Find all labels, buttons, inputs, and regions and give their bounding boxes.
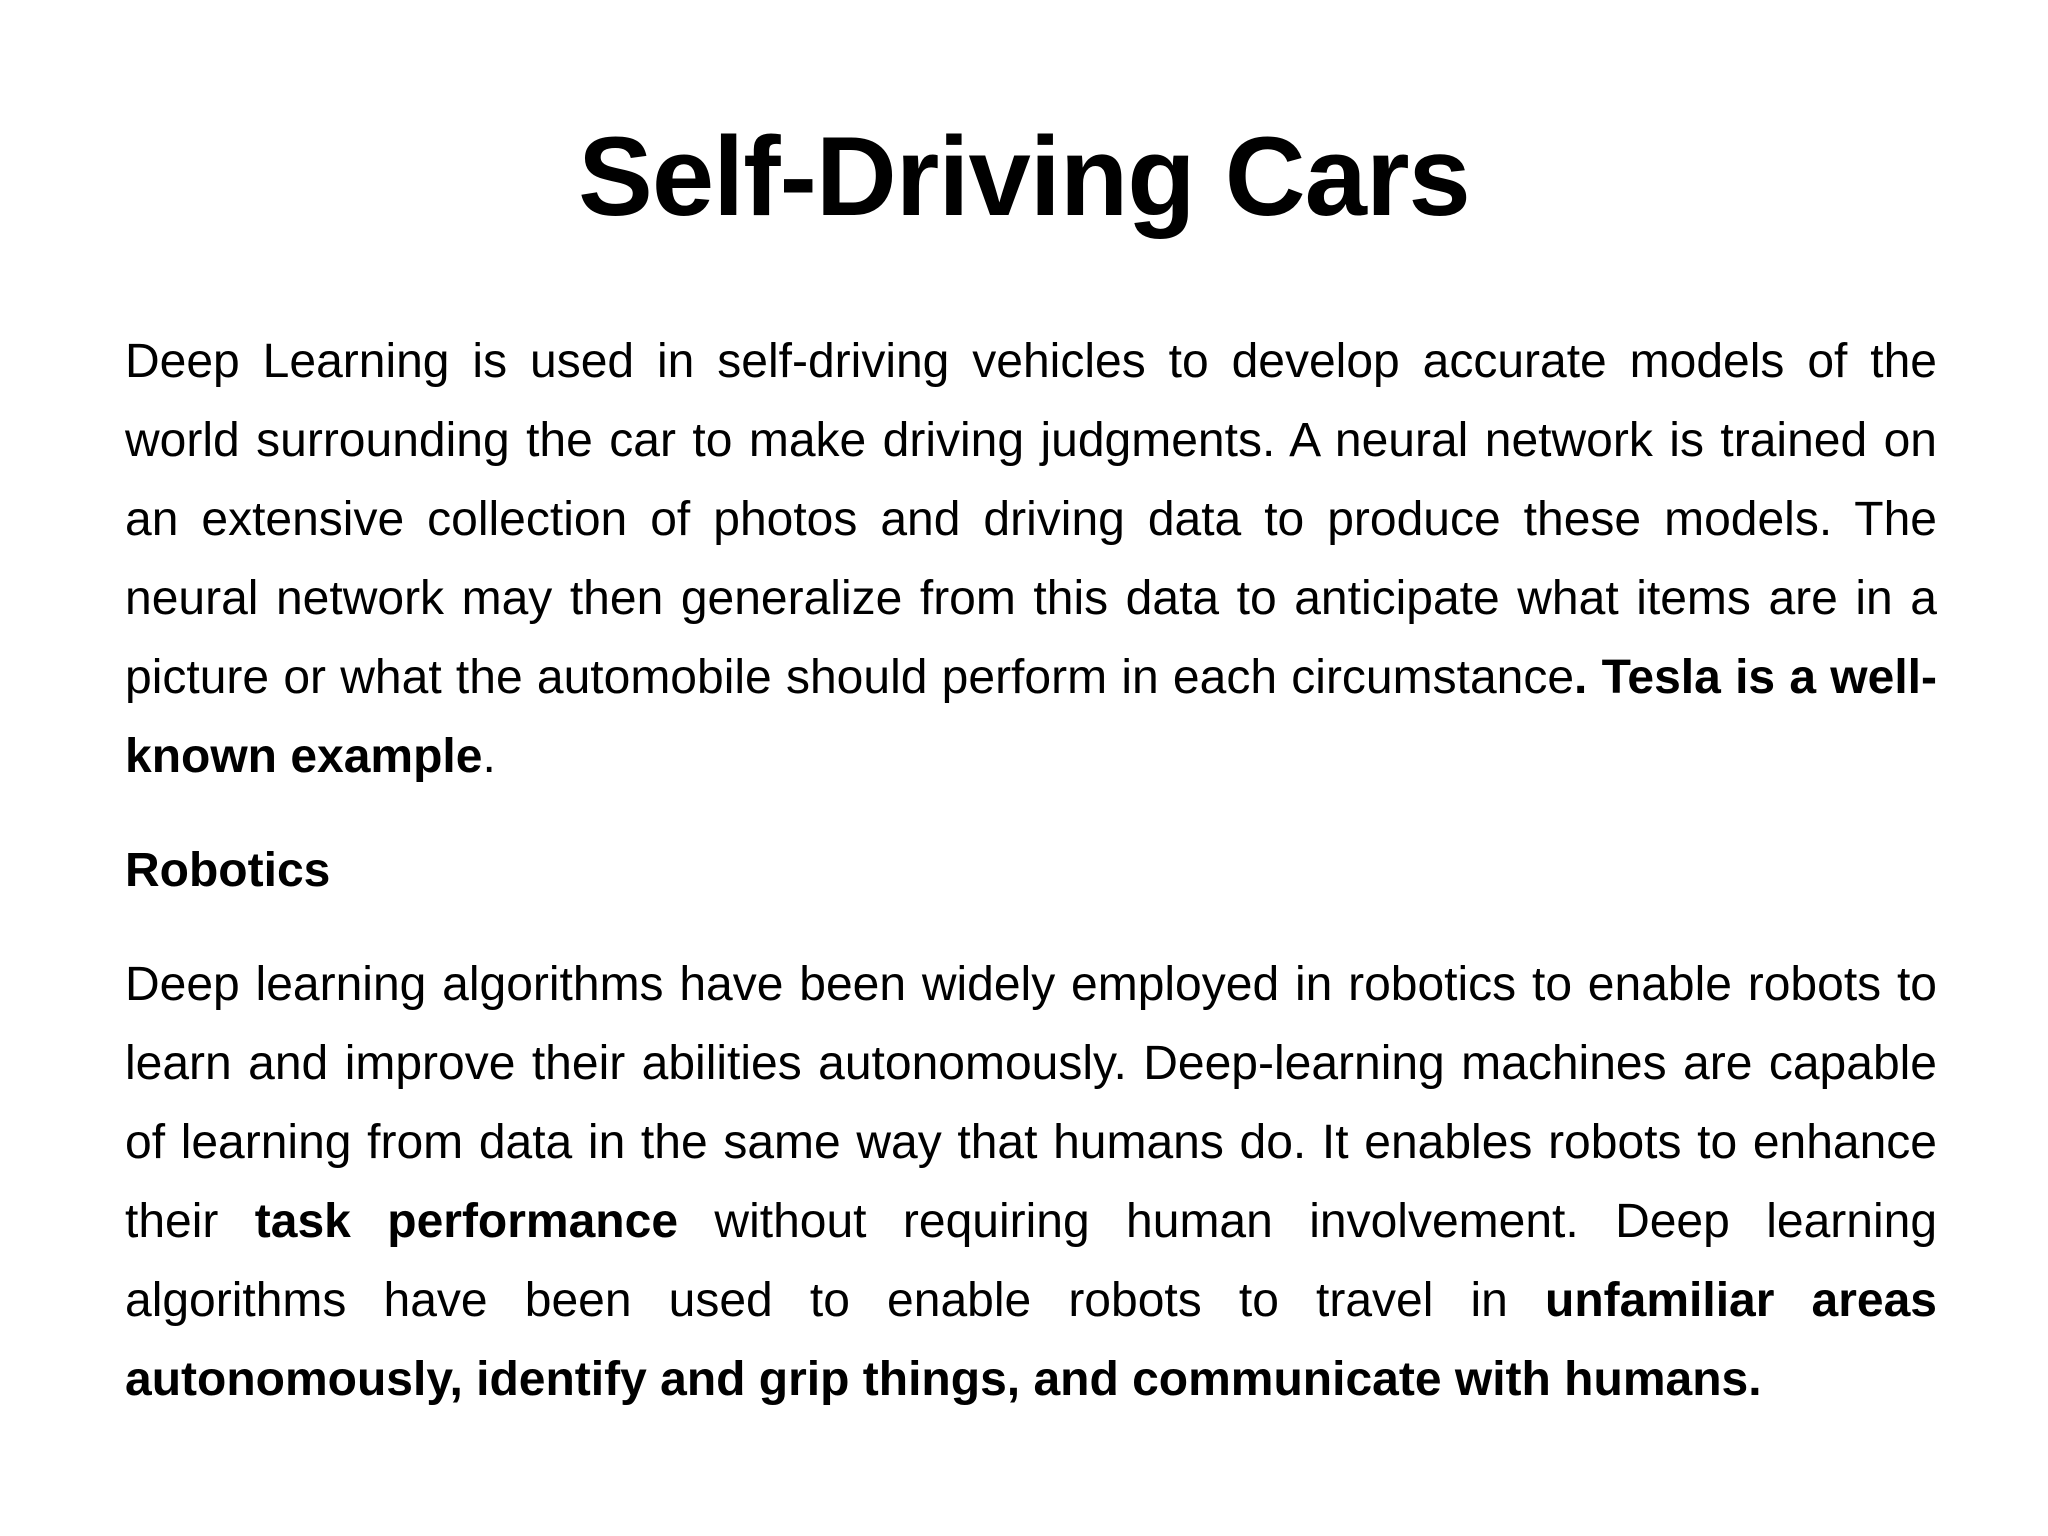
paragraph-bold-text: unfamiliar areas autonomously, identify and grip things, and communicate with humans.	[125, 1274, 1937, 1406]
robotics-heading: Robotics	[125, 844, 331, 897]
slide-title: Self-Driving Cars	[578, 114, 1470, 239]
paragraph-bold-text: task performance	[254, 1195, 679, 1248]
paragraph-text: Deep Learning is used in self-driving vehicles to develop accurate models of the world surrounding the car to make driving judgments. A neural network is trained on an extensive collection of photos and driving data to produce these models. The neural network may then generalize from this data to anticipate what items are in a picture or what the automobile should perform in each circumstance	[125, 335, 1937, 704]
self-driving-paragraph	[125, 322, 1937, 796]
paragraph-text: .	[482, 730, 496, 783]
slide-content	[125, 322, 1937, 1419]
robotics-paragraph	[125, 945, 1937, 1419]
paragraph-bold-text: . Tesla is a well-known example	[125, 651, 1937, 783]
paragraph-text: Deep learning algorithms have been widely employed in robotics to enable robots to learn and improve their abilities autonomously. Deep-learning machines are capable of learning from data in the same way that humans do. It enables robots to enhance their	[125, 958, 1937, 1248]
paragraph-text: without requiring human involvement. Deep learning algorithms have been used to enable robots to travel in	[125, 1195, 1938, 1327]
